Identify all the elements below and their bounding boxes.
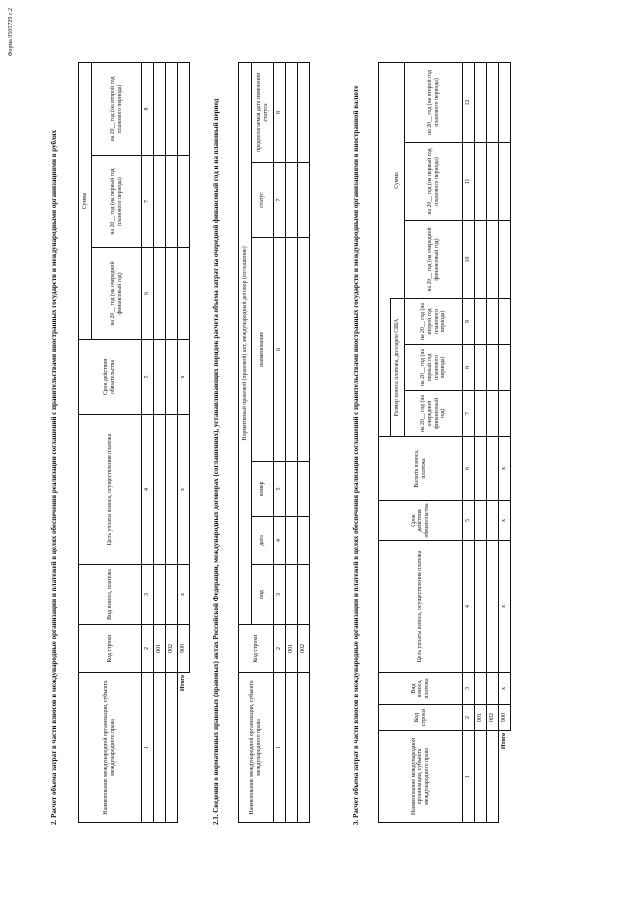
cell[interactable] bbox=[286, 238, 298, 462]
table-row bbox=[487, 62, 499, 822]
s3-header-size-y2: на 20__ год (на первый год планового периода) bbox=[405, 345, 463, 391]
s21-header-number: номер bbox=[252, 462, 274, 517]
s2-header-purpose: Цель уплаты взноса, осуществления платежа bbox=[79, 415, 142, 565]
cell[interactable] bbox=[475, 62, 487, 142]
cell[interactable] bbox=[286, 462, 298, 517]
s3-header-term: Срок действия обязательства bbox=[379, 501, 463, 541]
total-x: x bbox=[499, 437, 511, 501]
s3-header-currency: Валюта взноса, платежа bbox=[379, 437, 463, 501]
s2-header-y2: на 20__ год (на первый год планового периода) bbox=[92, 156, 142, 248]
table-row bbox=[154, 63, 166, 823]
s3-num: 12 bbox=[463, 62, 475, 142]
cell[interactable] bbox=[298, 565, 310, 625]
s2-num: 8 bbox=[142, 63, 154, 156]
s21-num: 2 bbox=[274, 625, 286, 673]
cell[interactable] bbox=[154, 248, 166, 340]
cell[interactable] bbox=[154, 340, 166, 415]
s3-header-org: Наименование международной организации, субъекта международного права bbox=[379, 731, 463, 823]
total-x: x bbox=[178, 340, 190, 415]
cell[interactable] bbox=[154, 673, 166, 823]
total-x: x bbox=[499, 673, 511, 705]
total-x: x bbox=[178, 565, 190, 625]
s3-num: 5 bbox=[463, 501, 475, 541]
s3-header-sum: Сумма bbox=[391, 62, 405, 298]
cell[interactable] bbox=[475, 731, 487, 823]
cell[interactable] bbox=[499, 62, 511, 142]
cell[interactable] bbox=[298, 62, 310, 162]
cell[interactable] bbox=[487, 345, 499, 391]
s2-num: 7 bbox=[142, 156, 154, 248]
s2-num: 2 bbox=[142, 625, 154, 673]
s3-header-sum-y2: на 20__ год (на первый год планового периода) bbox=[405, 143, 463, 221]
s3-header-size: Размер взноса платежа, долларов США bbox=[391, 299, 405, 437]
section2-table bbox=[78, 62, 190, 823]
row-code: 002 bbox=[166, 625, 178, 673]
s2-num: 3 bbox=[142, 565, 154, 625]
total-x: x bbox=[499, 541, 511, 673]
s3-num: 11 bbox=[463, 143, 475, 221]
s3-num: 8 bbox=[463, 345, 475, 391]
cell[interactable] bbox=[286, 673, 298, 823]
section2-title: 2. Расчет объема затрат в части взносов в международные организации и платежей в целях обеспечения реализации соглашений с правительствами иностранных государств и международными организациями в рублях bbox=[50, 129, 58, 825]
cell[interactable] bbox=[499, 299, 511, 345]
cell[interactable] bbox=[298, 517, 310, 565]
cell[interactable] bbox=[487, 391, 499, 437]
cell[interactable] bbox=[475, 437, 487, 501]
cell[interactable] bbox=[487, 437, 499, 501]
s21-num: 6 bbox=[274, 238, 286, 462]
s2-header-term: Срок действия обязательства bbox=[79, 340, 142, 415]
cell[interactable] bbox=[154, 156, 166, 248]
cell[interactable] bbox=[286, 163, 298, 238]
table-row bbox=[475, 62, 487, 822]
total-code: 900 bbox=[178, 625, 190, 673]
total-x: x bbox=[178, 415, 190, 565]
s3-header-type: Вид взноса, платежа bbox=[379, 673, 463, 705]
section3-table bbox=[378, 62, 511, 823]
cell[interactable] bbox=[475, 501, 487, 541]
cell[interactable] bbox=[166, 415, 178, 565]
cell[interactable] bbox=[286, 62, 298, 162]
total-label: Итого bbox=[501, 733, 508, 750]
cell[interactable] bbox=[154, 415, 166, 565]
table-row bbox=[286, 62, 298, 822]
s3-number-row bbox=[463, 62, 475, 822]
s21-num: 1 bbox=[274, 673, 286, 823]
cell[interactable] bbox=[499, 391, 511, 437]
s3-header-size-y3: на 20__ год (на второй год планового периода) bbox=[405, 299, 463, 345]
s3-header-blank bbox=[379, 62, 391, 436]
cell[interactable] bbox=[298, 163, 310, 238]
total-x: x bbox=[499, 501, 511, 541]
s3-num: 3 bbox=[463, 673, 475, 705]
s3-num: 9 bbox=[463, 299, 475, 345]
table-row bbox=[166, 63, 178, 823]
s2-num: 6 bbox=[142, 248, 154, 340]
cell[interactable] bbox=[166, 565, 178, 625]
cell[interactable] bbox=[298, 238, 310, 462]
cell[interactable] bbox=[178, 156, 190, 248]
cell[interactable] bbox=[499, 221, 511, 299]
cell[interactable] bbox=[475, 673, 487, 705]
total-row bbox=[499, 62, 511, 822]
row-code: 002 bbox=[298, 625, 310, 673]
s21-header-name: наименование bbox=[252, 238, 274, 462]
s2-header-org: Наименование международной организации, субъекта международного права bbox=[79, 673, 142, 823]
s3-num: 7 bbox=[463, 391, 475, 437]
section3-title: 3. Расчет объема затрат в части взносов в международные организации и платежей в целях обеспечения реализации соглашений с правительствами иностранных государств и международными организациями в иностранной валюте bbox=[352, 85, 360, 825]
cell[interactable] bbox=[178, 63, 190, 156]
cell[interactable] bbox=[475, 299, 487, 345]
s21-header-org: Наименование международной организации, субъекта международного права bbox=[239, 673, 274, 823]
s2-num: 1 bbox=[142, 673, 154, 823]
cell[interactable] bbox=[166, 63, 178, 156]
section21-title: 2.1. Сведения о нормативных правовых (правовых) актах Российской Федерации, международных договорах (соглашениях), устанавливающих порядок расчета объема затрат на очередной финансовый год и на плановый период bbox=[212, 98, 220, 825]
s3-num: 4 bbox=[463, 541, 475, 673]
s2-header-sum: Сумма bbox=[79, 63, 92, 340]
cell[interactable] bbox=[178, 248, 190, 340]
s3-header-purpose: Цель уплаты взноса, осуществления платежа bbox=[379, 541, 463, 673]
table-row bbox=[298, 62, 310, 822]
s21-header-status: статус bbox=[252, 163, 274, 238]
s3-header-code: Код строки bbox=[379, 705, 463, 731]
s21-header-kind: вид bbox=[252, 565, 274, 625]
cell[interactable] bbox=[475, 221, 487, 299]
cell[interactable] bbox=[475, 541, 487, 673]
row-code: 001 bbox=[154, 625, 166, 673]
s21-header-change-date: предполагаемая дата изменения статуса bbox=[252, 62, 274, 162]
s3-num: 2 bbox=[463, 705, 475, 731]
cell[interactable] bbox=[166, 248, 178, 340]
cell[interactable] bbox=[487, 299, 499, 345]
s21-num: 7 bbox=[274, 163, 286, 238]
s2-num: 4 bbox=[142, 415, 154, 565]
cell[interactable] bbox=[487, 501, 499, 541]
cell[interactable] bbox=[487, 731, 499, 823]
s21-num: 8 bbox=[274, 62, 286, 162]
cell[interactable] bbox=[499, 143, 511, 221]
s21-num: 5 bbox=[274, 462, 286, 517]
total-label: Итого bbox=[180, 675, 187, 692]
cell[interactable] bbox=[499, 345, 511, 391]
cell[interactable] bbox=[475, 391, 487, 437]
s3-header-sum-y3: на 20__ год (на второй год планового периода) bbox=[405, 62, 463, 142]
s2-header-y3: на 20__ год (на второй год планового периода) bbox=[92, 63, 142, 156]
cell[interactable] bbox=[154, 565, 166, 625]
s2-header-code: Код строки bbox=[79, 625, 142, 673]
cell[interactable] bbox=[166, 673, 178, 823]
s21-number-row bbox=[274, 62, 286, 822]
cell[interactable] bbox=[286, 565, 298, 625]
s3-num: 6 bbox=[463, 437, 475, 501]
section21-table bbox=[238, 62, 310, 823]
total-row bbox=[178, 63, 190, 823]
cell[interactable] bbox=[298, 673, 310, 823]
row-code: 002 bbox=[487, 705, 499, 731]
s3-header-size-y1: на 20__ год (на очередной финансовый год) bbox=[405, 391, 463, 437]
cell[interactable] bbox=[154, 63, 166, 156]
s21-num: 3 bbox=[274, 565, 286, 625]
s2-header-type: Вид взноса, платежа bbox=[79, 565, 142, 625]
s2-num: 5 bbox=[142, 340, 154, 415]
s3-num: 10 bbox=[463, 221, 475, 299]
cell[interactable] bbox=[166, 156, 178, 248]
total-code: 900 bbox=[499, 705, 511, 731]
cell[interactable] bbox=[487, 143, 499, 221]
s2-header-y1: на 20__ год (на очередной финансовый год) bbox=[92, 248, 142, 340]
cell[interactable] bbox=[487, 673, 499, 705]
cell[interactable] bbox=[475, 143, 487, 221]
s21-header-npa: Нормативный правовой (правовой) акт, международный договор (соглашение) bbox=[239, 62, 252, 624]
s2-number-row bbox=[142, 63, 154, 823]
cell[interactable] bbox=[166, 340, 178, 415]
s21-header-date: дата bbox=[252, 517, 274, 565]
cell[interactable] bbox=[286, 517, 298, 565]
row-code: 001 bbox=[475, 705, 487, 731]
form-code: Форма 0505729 с.2 bbox=[8, 8, 14, 57]
cell[interactable] bbox=[487, 62, 499, 142]
cell[interactable] bbox=[487, 541, 499, 673]
s3-header-sum-y1: на 20__ год (на очередной финансовый год) bbox=[405, 221, 463, 299]
row-code: 001 bbox=[286, 625, 298, 673]
cell[interactable] bbox=[487, 221, 499, 299]
cell[interactable] bbox=[298, 462, 310, 517]
s3-num: 1 bbox=[463, 731, 475, 823]
cell[interactable] bbox=[475, 345, 487, 391]
s21-num: 4 bbox=[274, 517, 286, 565]
s21-header-code: Код строки bbox=[239, 625, 274, 673]
